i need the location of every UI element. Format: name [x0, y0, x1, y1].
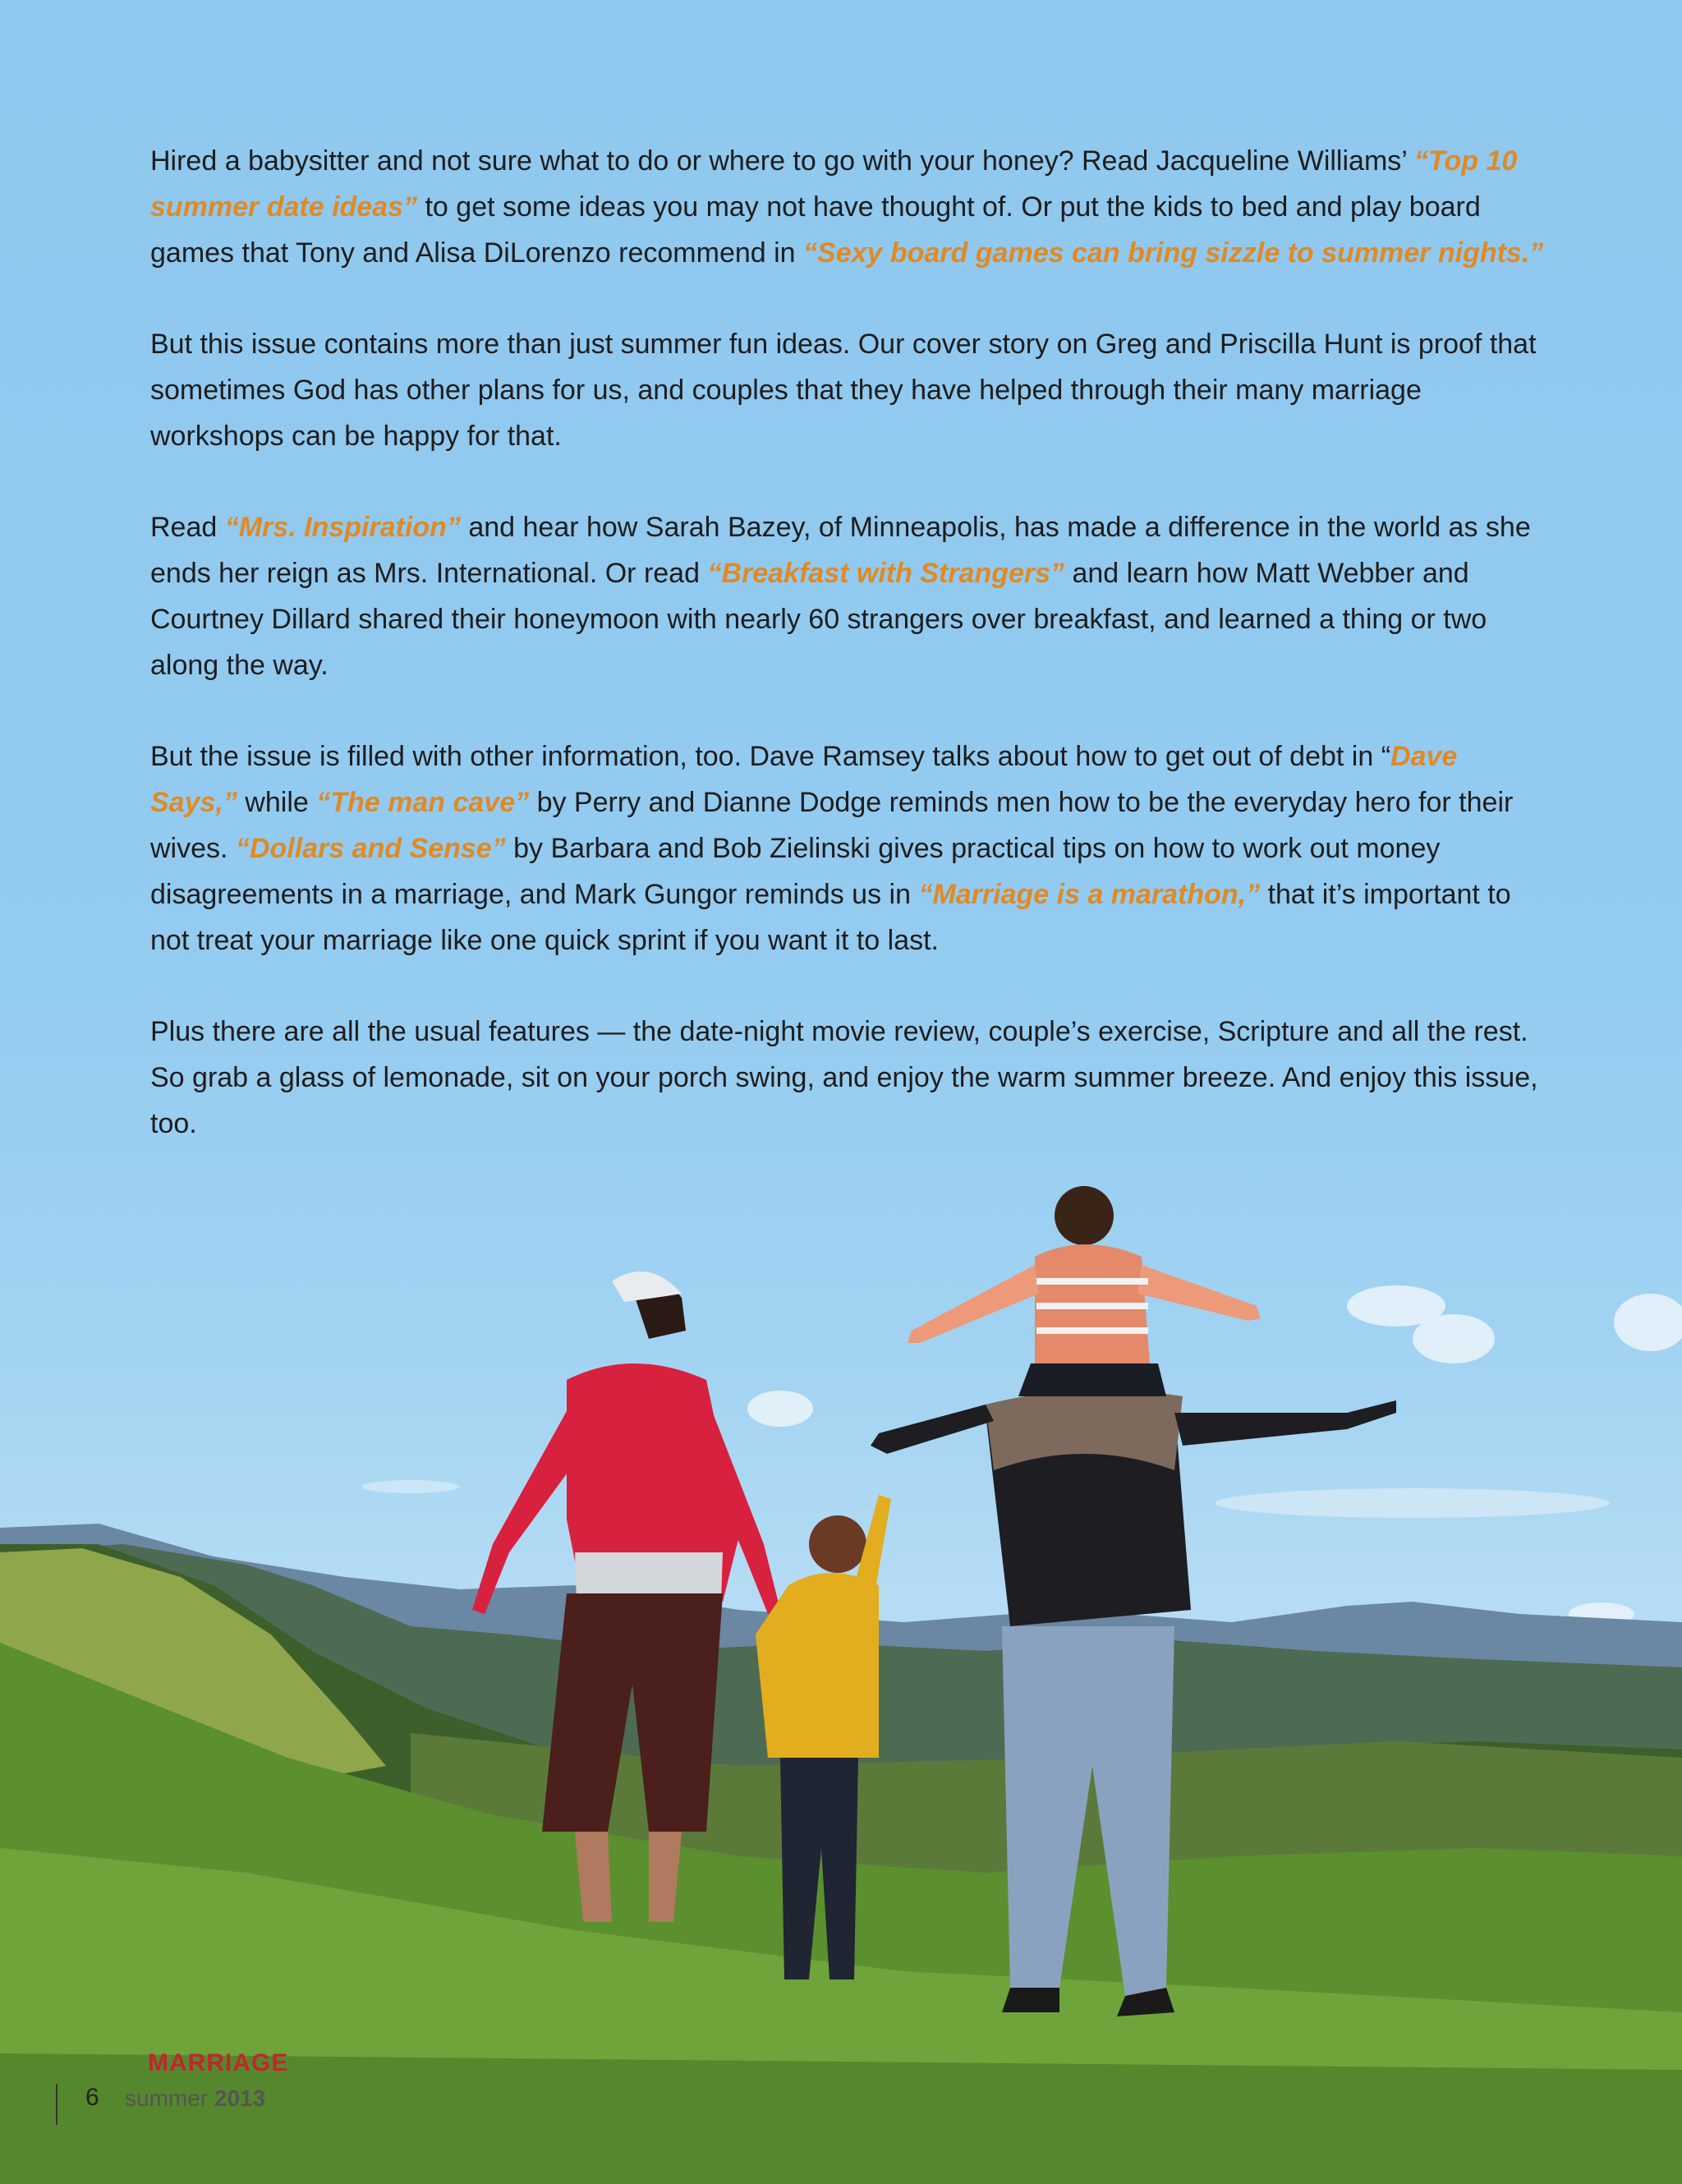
- issue-label: [125, 2085, 265, 2112]
- paragraph-text: Hired a babysitter and not sure what to do or where to go with your honey? Read Jacqueline Williams’: [150, 145, 1414, 177]
- paragraph-text: Plus there are all the usual features — the date-night movie review, couple’s exercise, Scripture and all the rest. So grab a glass of lemonade, sit on your porch swing, and enjoy the warm summer breeze. And enjoy this issue, too.: [150, 1016, 1538, 1139]
- editor-letter-body: [150, 138, 1546, 1192]
- footer-divider: [56, 2084, 57, 2125]
- magazine-brand: MARRIAGE: [148, 2049, 289, 2076]
- paragraph-text: Read: [150, 512, 225, 543]
- article-link-marriage-is-a-marathon[interactable]: “Marriage is a marathon,”: [918, 879, 1261, 910]
- paragraph-4: [150, 733, 1546, 963]
- paragraph-text: But this issue contains more than just summer fun ideas. Our cover story on Greg and Priscilla Hunt is proof that sometimes God has other plans for us, and couples that they have helped through their many marriage workshops can be happy for that.: [150, 329, 1537, 452]
- paragraph-text: that it’s important to not treat your marriage like one quick sprint if you want it to last.: [150, 879, 1511, 956]
- paragraph-text: to get some ideas you may not have thought of. Or put the kids to bed and play board games that Tony and Alisa DiLorenzo recommend in: [150, 191, 1481, 269]
- paragraph-text: and learn how Matt Webber and Courtney Dillard shared their honeymoon with nearly 60 strangers over breakfast, and learned a thing or two along the way.: [150, 558, 1487, 681]
- paragraph-text: and hear how Sarah Bazey, of Minneapolis, has made a difference in the world as she ends her reign as Mrs. International. Or read: [150, 512, 1531, 589]
- article-link-the-man-cave[interactable]: “The man cave”: [316, 787, 530, 818]
- issue-season: summer: [125, 2085, 209, 2111]
- page-number: 6: [85, 2084, 99, 2111]
- article-link-breakfast-with-strangers[interactable]: “Breakfast with Strangers”: [707, 558, 1065, 589]
- paragraph-2: [150, 321, 1546, 459]
- article-link-dollars-and-sense[interactable]: “Dollars and Sense”: [235, 833, 506, 864]
- article-link-sexy-board-games[interactable]: “Sexy board games can bring sizzle to summer nights.”: [803, 237, 1544, 269]
- paragraph-3: [150, 504, 1546, 688]
- paragraph-text: by Barbara and Bob Zielinski gives practical tips on how to work out money disagreements in a marriage, and Mark Gungor reminds us in: [150, 833, 1441, 910]
- article-link-dave-says[interactable]: Dave Says,”: [150, 741, 1458, 818]
- paragraph-1: [150, 138, 1546, 276]
- paragraph-text: But the issue is filled with other information, too. Dave Ramsey talks about how to get out of debt in “: [150, 741, 1391, 772]
- girl-on-shoulders-figure: [908, 1186, 1261, 1396]
- article-link-mrs-inspiration[interactable]: “Mrs. Inspiration”: [224, 512, 461, 543]
- issue-year: 2013: [214, 2085, 266, 2111]
- paragraph-5: [150, 1009, 1546, 1147]
- paragraph-text: by Perry and Dianne Dodge reminds men how to be the everyday hero for their wives.: [150, 787, 1514, 864]
- paragraph-text: while: [237, 787, 317, 818]
- article-link-top-10-date-ideas[interactable]: “Top 10 summer date ideas”: [150, 145, 1518, 223]
